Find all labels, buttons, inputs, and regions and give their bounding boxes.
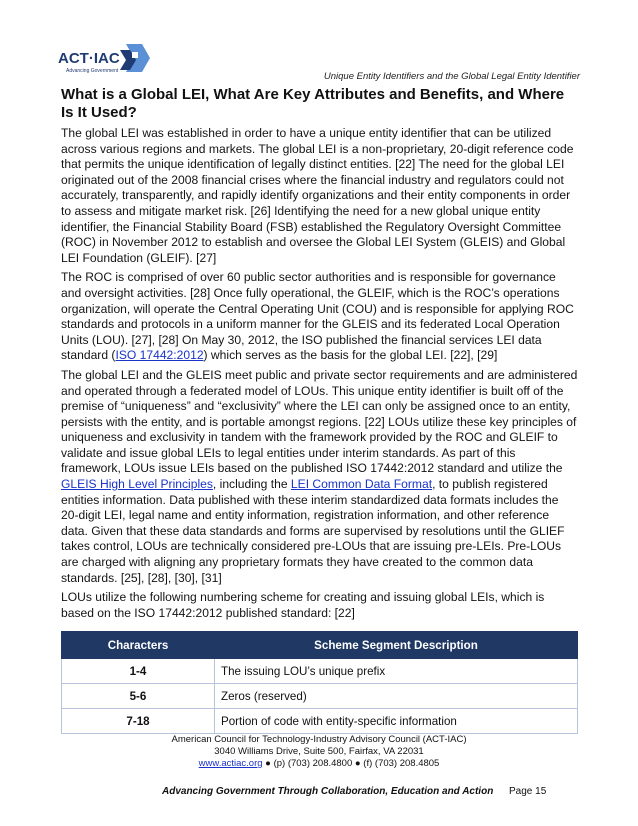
paragraph-3 [61,368,578,586]
cell-description: The issuing LOU’s unique prefix [215,659,578,684]
header-description: Scheme Segment Description [215,632,578,659]
iso-standard-link[interactable]: ISO 17442:2012 [115,348,204,363]
paragraph-2-text-b: ) which serves as the basis for the global LEI. [22], [29] [203,348,498,363]
table-row [62,684,578,709]
lei-scheme-table [61,631,578,734]
table-header-row [62,632,578,659]
table-row [62,709,578,734]
footer-website-link[interactable]: www.actiac.org [198,758,263,769]
footer-address: 3040 Williams Drive, Suite 500, Fairfax, VA 22031 [214,746,424,757]
paragraph-2 [61,270,578,364]
header-characters: Characters [62,632,215,659]
cell-characters: 7-18 [62,709,215,734]
cell-characters: 1-4 [62,659,215,684]
footer-phone: (p) (703) 208.4800 [273,758,353,769]
running-header: Unique Entity Identifiers and the Global Legal Entity Identifier [323,71,580,82]
page-number: Page 15 [509,786,547,797]
footer-fax: (f) (703) 208.4805 [363,758,440,769]
paragraph-3-text-c: , to publish registered entities information. Data published with these interim standardized data formats includes the 20-digit LEI, legal name and entity information, registration information, and other reference data. Given that these data standards and forms are supervised by resolutions until the GLIEF takes control, LOUs are technically considered pre-LOUs that are issuing pre-LEIs. Pre-LOUs are charged with aligning any proprietary formats they have created to the common data standards. [25], [28], [30], [31] [61,477,565,585]
paragraph-3-text-b: , including the [212,477,291,492]
footer-contact [0,758,638,771]
footer-org: American Council for Technology-Industry Advisory Council (ACT-IAC) [171,734,467,745]
cell-characters: 5-6 [62,684,215,709]
paragraph-4: LOUs utilize the following numbering scheme for creating and issuing global LEIs, which is based on the ISO 17442:2012 published standard: [22] [61,590,545,620]
paragraph-1: The global LEI was established in order to have a unique entity identifier that can be utilized across various regions and markets. The global LEI is a non-proprietary, 20-digit reference code that permits the unique identification of legally distinct entities. [22] The need for the global LEI originated out of the 2008 financial crises where the financial industry and regulators could not accurately, transparently, and rapidly identify organizations and their entity components in order to assess and mitigate market risk. [26] Identifying the need for a new global unique entity identifier, the Financial Stability Board (FSB) established the Regulatory Oversight Committee (ROC) in November 2012 to establish and oversee the Global LEI System (GLEIS) and Global LEI Foundation (GLEIF). [27] [61,126,574,265]
act-iac-logo [58,38,150,80]
bullet-separator: ● [265,758,271,769]
table-row [62,659,578,684]
cell-description: Zeros (reserved) [215,684,578,709]
cell-description: Portion of code with entity-specific information [215,709,578,734]
footer-tagline: Advancing Government Through Collaboration, Education and Action [162,786,494,797]
section-heading: What is a Global LEI, What Are Key Attributes and Benefits, and Where Is It Used? [61,86,565,121]
logo-brand-text: ACT·IAC [58,50,120,67]
paragraph-2-text-a: The ROC is comprised of over 60 public sector authorities and is responsible for governance and oversight activities. [28] Once fully operational, the GLEIF, which is the ROC’s operations organization, will operate the Central Operating Unit (COU) and is responsible for applying ROC standards and protocols in a uniform manner for the GLEIS and its federated Local Operation Units (LOU). [27], [28] On May 30, 2012, the ISO published the financial services LEI data standard ( [61,270,574,363]
main-content [61,86,578,734]
lei-common-data-format-link[interactable]: LEI Common Data Format [290,477,433,492]
logo-tagline: Advancing Government [66,68,119,74]
gleis-principles-link[interactable]: GLEIS High Level Principles [61,477,213,492]
paragraph-3-text-a: The global LEI and the GLEIS meet public and private sector requirements and are administered and operated through a federated model of LOUs. This unique entity identifier is built off of the premise of “uniqueness” and “exclusivity” where the LEI can only be assigned once to an entity, persists with the entity, and is portable amongst regions. [22] LOUs utilize these key principles of uniqueness and exclusivity in tandem with the framework provided by the ROC and GLEIF to validate and issue global LEIs to legal entities under interim standards. As part of this framework, LOUs issue LEIs based on the published ISO 17442:2012 standard and utilize the [61,367,578,476]
logo-mark [132,52,138,58]
bullet-separator: ● [354,758,361,769]
